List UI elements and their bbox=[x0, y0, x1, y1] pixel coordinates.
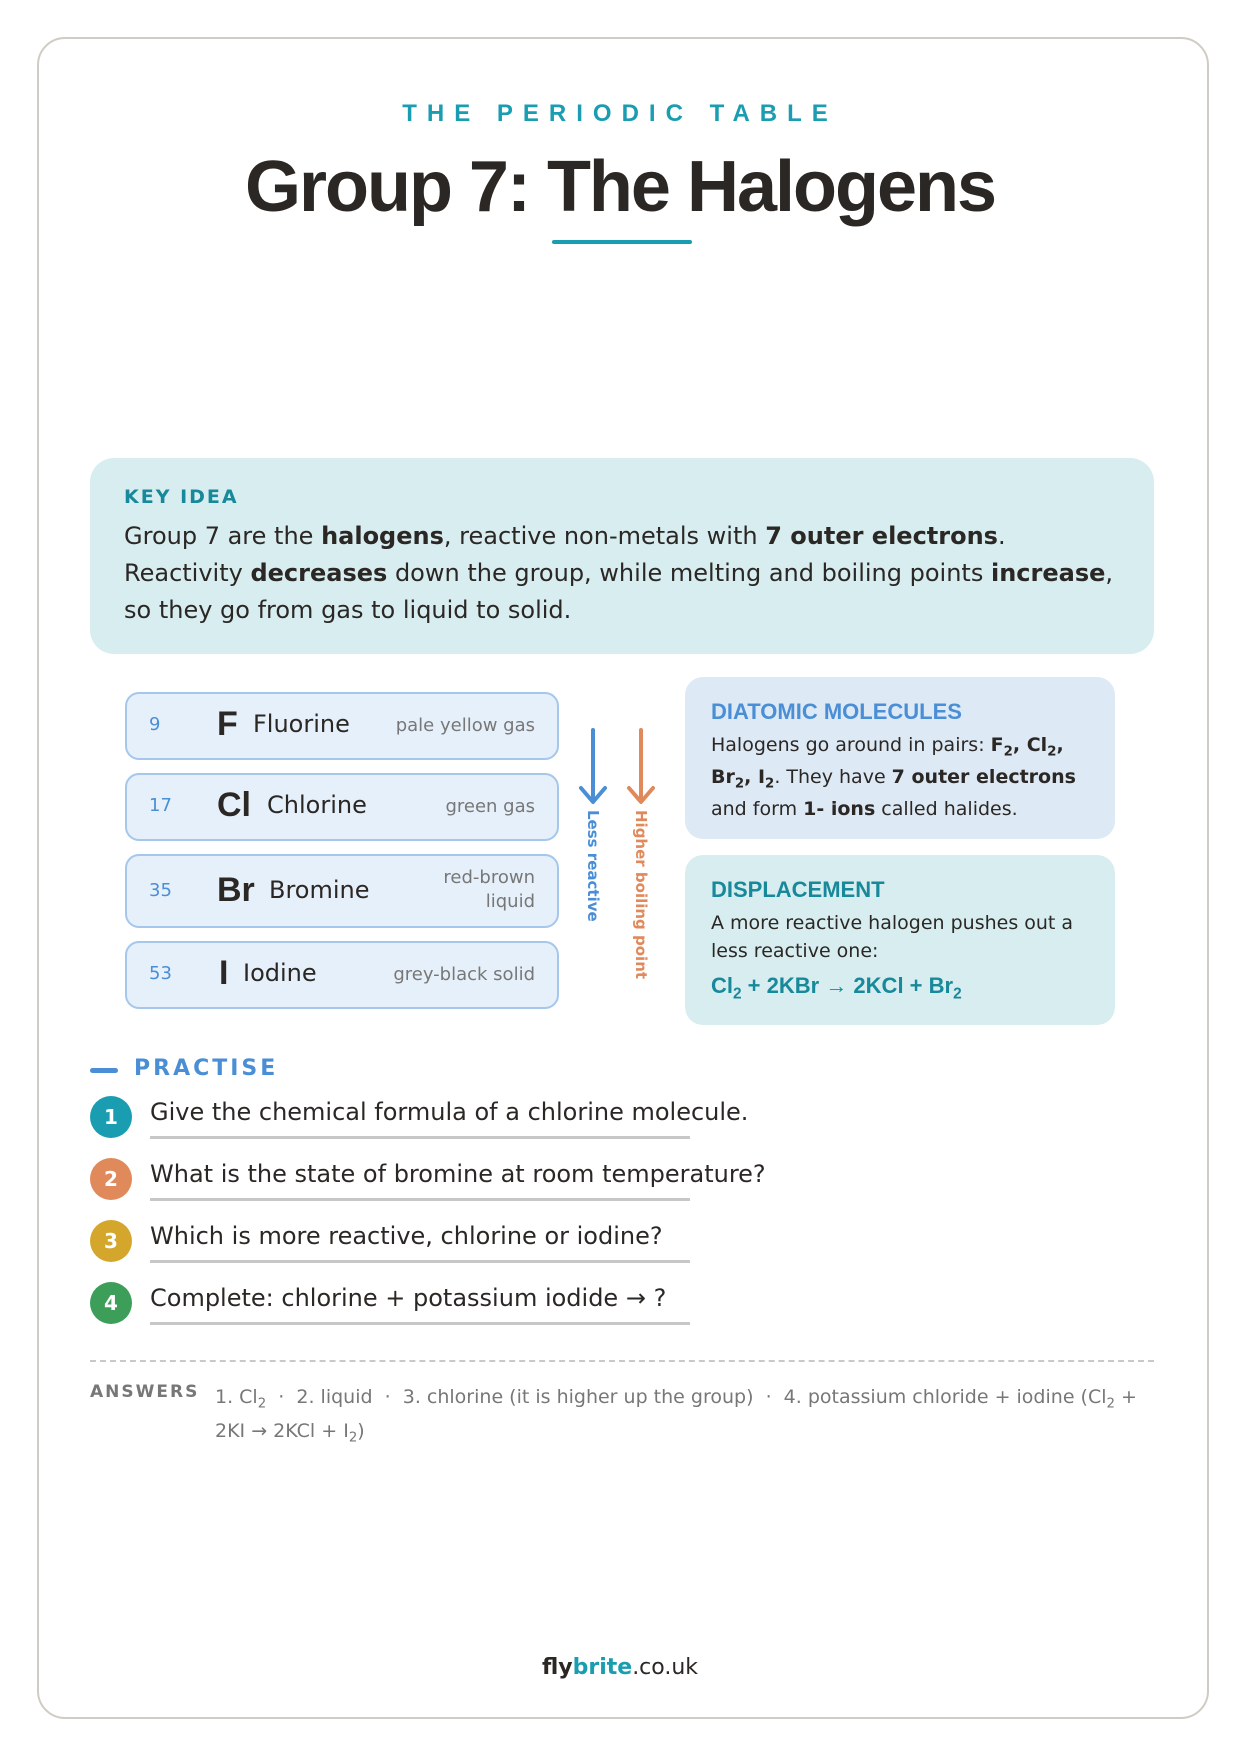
trend-arrows bbox=[575, 728, 675, 988]
brand-part: fly bbox=[541, 1655, 573, 1680]
atomic-number: 9 bbox=[149, 714, 161, 735]
key-idea-text bbox=[124, 518, 1124, 629]
element-name: Bromine bbox=[269, 876, 370, 904]
answers-subscript: 2 bbox=[1106, 1396, 1115, 1412]
formula-br2: $Br_2$ bbox=[711, 766, 745, 792]
separator: , bbox=[744, 766, 758, 788]
answer-line[interactable] bbox=[150, 1322, 690, 1325]
brand-part: brite bbox=[572, 1655, 633, 1680]
question-number-badge: 2 bbox=[90, 1158, 132, 1200]
formula-cl2: $Cl_2$ bbox=[1026, 734, 1057, 760]
element-state: green gas bbox=[445, 796, 535, 817]
element-card-iodine bbox=[125, 941, 559, 1009]
key-idea-text-part: down the group, while melting and boiling points bbox=[387, 559, 991, 587]
atomic-number: 53 bbox=[149, 963, 172, 984]
practise-dash bbox=[90, 1068, 118, 1073]
question-number-badge: 1 bbox=[90, 1096, 132, 1138]
element-card-bromine bbox=[125, 854, 559, 928]
answers-subscript: 2 bbox=[348, 1430, 358, 1446]
atomic-number: 17 bbox=[149, 795, 172, 816]
question-number-badge: 4 bbox=[90, 1282, 132, 1324]
question-text: Which is more reactive, chlorine or iodine? bbox=[150, 1222, 663, 1250]
element-state bbox=[443, 866, 535, 914]
separator: , bbox=[1012, 734, 1027, 756]
answers-part: ) bbox=[357, 1420, 365, 1442]
diatomic-title: DIATOMIC MOLECULES bbox=[711, 699, 962, 724]
answers-subscript: 2 bbox=[257, 1396, 267, 1412]
title-underline bbox=[552, 240, 692, 244]
element-symbol: Cl bbox=[217, 786, 251, 824]
key-idea-text-part: , so they go from gas to liquid to solid. bbox=[124, 559, 1114, 624]
key-idea-text-part: , reactive non-metals with bbox=[443, 522, 766, 550]
key-idea-text-part: Group 7 are the bbox=[124, 522, 322, 550]
diatomic-text-part: Halogens go around in pairs: bbox=[711, 734, 991, 756]
diatomic-text-part: . They have bbox=[774, 766, 892, 788]
element-state: grey-black solid bbox=[393, 964, 535, 985]
reactivity-trend-label: Less reactive bbox=[584, 810, 602, 922]
atomic-number: 35 bbox=[149, 880, 172, 901]
eq-subscript: 2 bbox=[953, 985, 962, 1003]
separator: , bbox=[1056, 734, 1064, 756]
practise-label: PRACTISE bbox=[134, 1056, 279, 1081]
element-symbol: I bbox=[219, 954, 229, 992]
eq-part: Cl bbox=[711, 973, 733, 998]
answers-text bbox=[215, 1380, 1155, 1448]
element-card-chlorine bbox=[125, 773, 559, 841]
question-number-badge: 3 bbox=[90, 1220, 132, 1262]
formula-i2: $I_2$ bbox=[757, 766, 775, 792]
eq-subscript: 2 bbox=[733, 985, 742, 1003]
brand-part: .co.uk bbox=[632, 1655, 699, 1680]
diatomic-text-part: called halides. bbox=[875, 798, 1018, 820]
element-symbol: F bbox=[217, 705, 238, 743]
key-idea-bold-decreases: decreases bbox=[250, 559, 388, 587]
footer-brand[interactable] bbox=[0, 1655, 1240, 1680]
formula-f2: $F_2$ bbox=[990, 734, 1013, 760]
element-name: Chlorine bbox=[267, 791, 367, 819]
key-idea-text-part: . Reactivity bbox=[124, 522, 1006, 587]
answers-part: 1. Cl bbox=[215, 1386, 258, 1408]
key-idea-box bbox=[90, 458, 1154, 654]
element-name: Iodine bbox=[243, 959, 317, 987]
key-idea-bold-electrons: 7 outer electrons bbox=[765, 522, 998, 550]
displacement-text: A more reactive halogen pushes out a less reactive one: bbox=[711, 912, 1074, 962]
answers-label: ANSWERS bbox=[90, 1382, 200, 1402]
diatomic-text-part: and form bbox=[711, 798, 804, 820]
element-symbol: Br bbox=[217, 871, 255, 909]
page-title: Group 7: The Halogens bbox=[244, 147, 996, 227]
diatomic-card bbox=[685, 677, 1115, 839]
question-text: Complete: chlorine + potassium iodide → ? bbox=[150, 1284, 667, 1312]
answer-line[interactable] bbox=[150, 1136, 690, 1139]
answers-part: + 2KI → 2KCl + I bbox=[215, 1386, 1137, 1442]
displacement-card bbox=[685, 855, 1115, 1025]
key-idea-bold-halogens: halogens bbox=[321, 522, 444, 550]
element-state-line: red-brown bbox=[443, 867, 535, 888]
element-state-line: liquid bbox=[485, 891, 535, 912]
displacement-equation bbox=[711, 973, 962, 1003]
answer-line[interactable] bbox=[150, 1260, 690, 1263]
answers-divider bbox=[90, 1360, 1154, 1362]
displacement-title: DISPLACEMENT bbox=[711, 877, 885, 902]
answers-part: · 2. liquid · 3. chlorine (it is higher up the group) · 4. potassium chloride + iodine (Cl bbox=[266, 1386, 1107, 1408]
down-arrow-icon bbox=[575, 728, 675, 808]
diatomic-text bbox=[711, 729, 1101, 825]
diatomic-bold-electrons: 7 outer electrons bbox=[891, 766, 1076, 788]
element-card-fluorine bbox=[125, 692, 559, 760]
eq-part: + 2KBr → 2KCl + Br bbox=[741, 973, 954, 998]
eyebrow-heading: THE PERIODIC TABLE bbox=[402, 100, 838, 127]
question-text: What is the state of bromine at room temperature? bbox=[150, 1160, 766, 1188]
element-name: Fluorine bbox=[253, 710, 350, 738]
key-idea-label: KEY IDEA bbox=[124, 486, 239, 508]
diatomic-bold-ions: 1- ions bbox=[803, 798, 876, 820]
answer-line[interactable] bbox=[150, 1198, 690, 1201]
key-idea-bold-increase: increase bbox=[990, 559, 1106, 587]
element-state: pale yellow gas bbox=[395, 715, 535, 736]
question-text: Give the chemical formula of a chlorine molecule. bbox=[150, 1098, 749, 1126]
boiling-trend-label: Higher boiling point bbox=[632, 810, 650, 980]
